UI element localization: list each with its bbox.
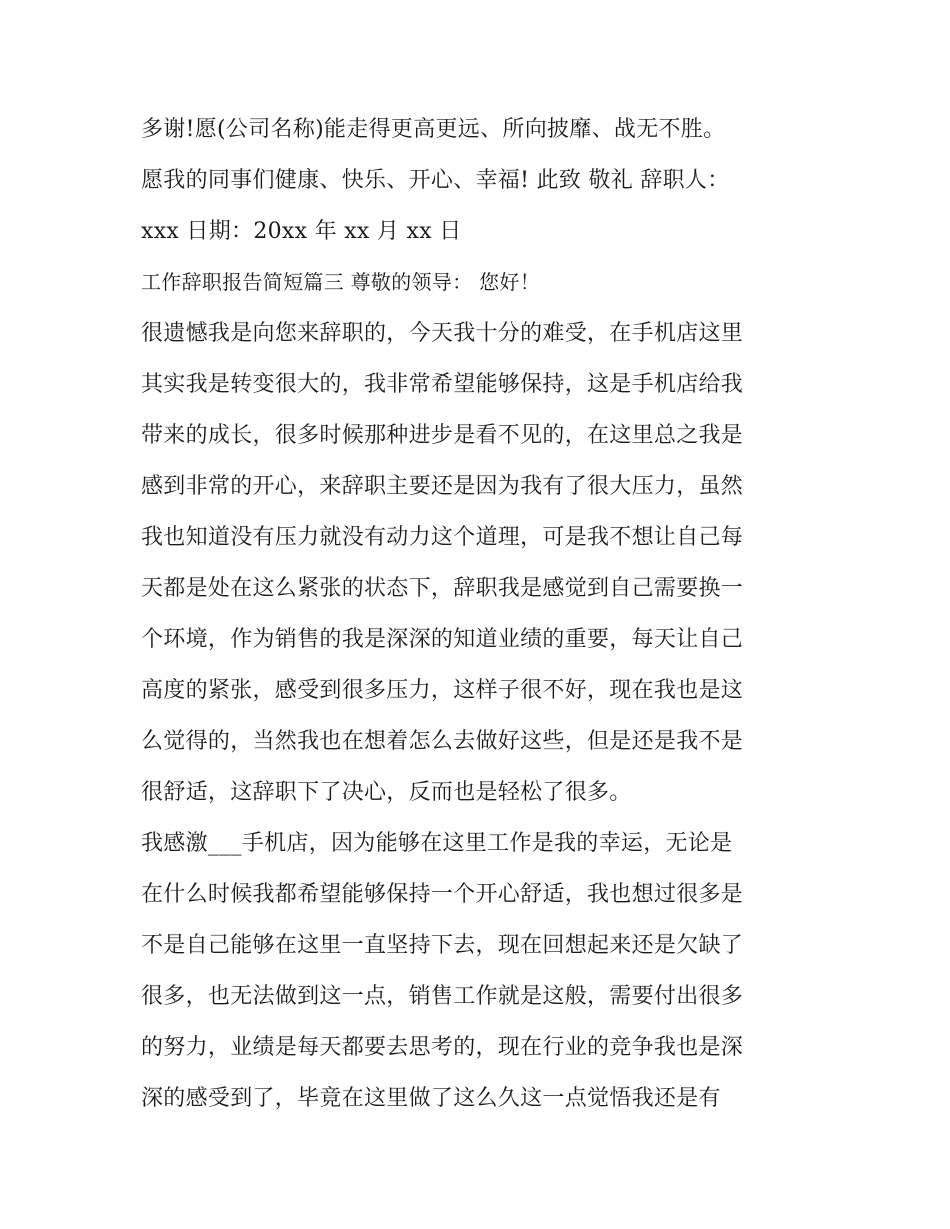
text-line: 很舒适，这辞职下了决心，反而也是轻松了很多。 [141,780,632,805]
text-line: 我感激___手机店，因为能够在这里工作是我的幸运，无论是 [141,831,733,856]
text-line: 么觉得的，当然我也在想着怎么去做好这些，但是还是我不是 [141,729,744,754]
document-body [141,104,821,1124]
text-line: 很遗憾我是向您来辞职的，今天我十分的难受，在手机店这里 [141,321,744,346]
text-line: 我也知道没有压力就没有动力这个道理，可是我不想让自己每 [141,525,744,550]
text-line: 很多，也无法做到这一点，销售工作就是这般，需要付出很多 [141,984,744,1009]
text-line: 高度的紧张，感受到很多压力，这样子很不好，现在我也是这 [141,678,744,703]
text-line: 感到非常的开心，来辞职主要还是因为我有了很大压力，虽然 [141,474,744,499]
text-line: 工作辞职报告简短篇三 尊敬的领导： 您好！ [141,270,541,294]
text-line: 深的感受到了，毕竟在这里做了这么久这一点觉悟我还是有 [141,1086,721,1111]
text-line: 多谢!愿(公司名称)能走得更高更远、所向披靡、战无不胜。 [141,117,726,142]
text-line: xxx 日期：20xx 年 xx 月 xx 日 [141,219,462,244]
text-line: 的努力，业绩是每天都要去思考的，现在行业的竞争我也是深 [141,1035,744,1060]
text-line: 带来的成长，很多时候那种进步是看不见的，在这里总之我是 [141,423,744,448]
text-line: 个环境，作为销售的我是深深的知道业绩的重要，每天让自己 [141,627,744,652]
text-line: 天都是处在这么紧张的状态下，辞职我是感觉到自己需要换一 [141,576,744,601]
text-line: 愿我的同事们健康、快乐、开心、幸福! 此致 敬礼 辞职人： [141,168,730,193]
text-line: 不是自己能够在这里一直坚持下去，现在回想起来还是欠缺了 [141,933,744,958]
text-line: 其实我是转变很大的，我非常希望能够保持，这是手机店给我 [141,372,744,397]
text-line: 在什么时候我都希望能够保持一个开心舒适，我也想过很多是 [141,882,744,907]
